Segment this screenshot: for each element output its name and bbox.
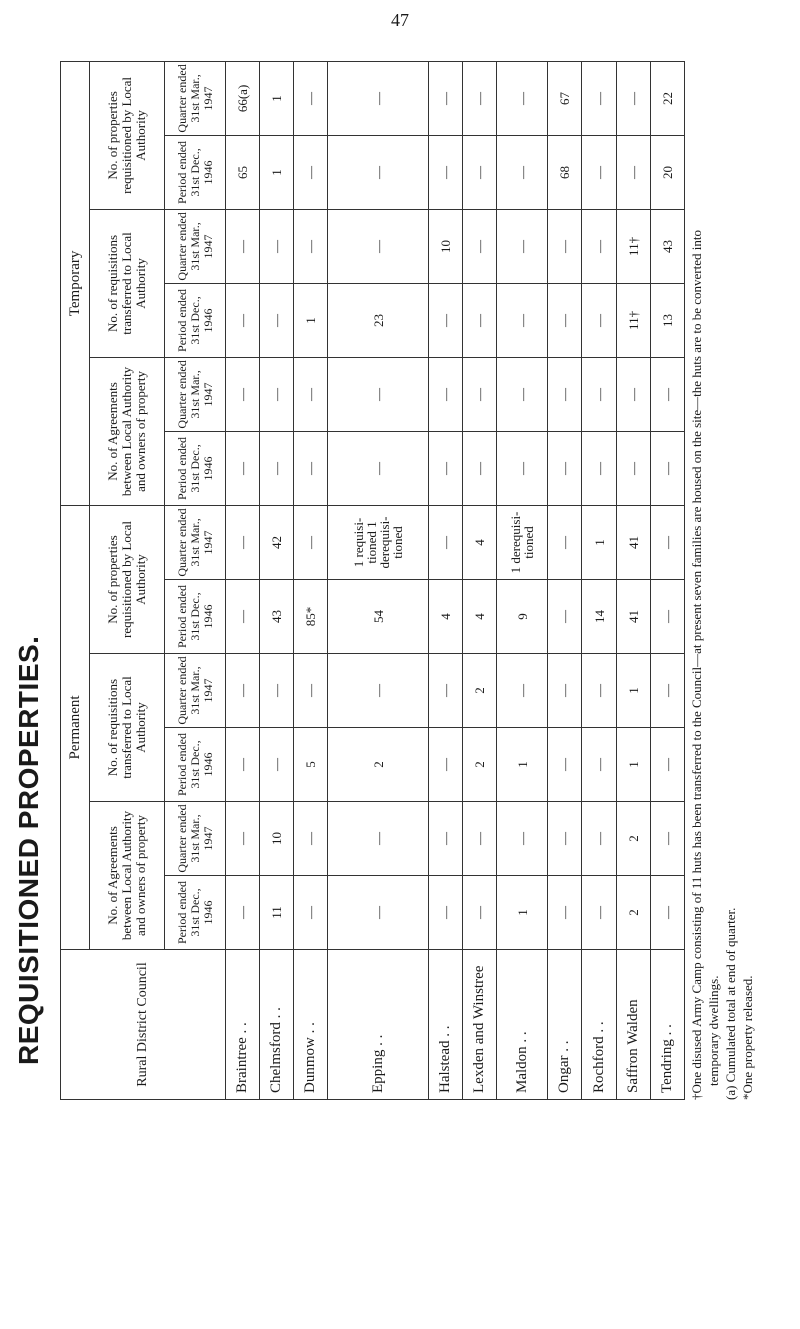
table-cell: — [428,357,462,431]
header-period-1946: Period ended 31st Dec., 1946 [165,876,226,950]
table-cell: — [548,283,582,357]
table-cell: — [260,209,294,283]
footnote-dagger-continued: temporary dwellings. [706,975,721,1086]
table-cell: — [463,876,497,950]
table-cell: — [328,802,429,876]
table-cell: — [650,728,684,802]
table-cell: — [582,209,616,283]
table-cell: — [226,802,260,876]
table-cell: 10 [428,209,462,283]
table-cell: — [548,431,582,505]
table-cell: — [582,61,616,135]
table-row [548,61,582,1099]
table-cell: — [548,505,582,579]
table-cell: — [616,135,650,209]
table-cell: — [428,654,462,728]
table-cell: — [582,431,616,505]
table-cell: — [650,654,684,728]
table-cell: — [463,431,497,505]
footnote-dagger: †One disused Army Camp consisting of 11 huts has been transferred to the Council—at present seven families are housed on the site—the huts are to be converted into [689,230,704,1100]
council-name: Ongar . . [548,950,582,1100]
table-cell: — [650,876,684,950]
header-temporary-transferred: No. of requisitions transferred to Local Authority [90,209,165,357]
table-cell: 67 [548,61,582,135]
table-cell: — [548,728,582,802]
table-cell: 65 [226,135,260,209]
table-cell: — [260,357,294,431]
table-cell: — [294,61,328,135]
table-cell: — [294,357,328,431]
table-cell: 9 [497,580,548,654]
header-period-1946: Period ended 31st Dec., 1946 [165,283,226,357]
table-cell: — [226,876,260,950]
table-cell: 4 [463,580,497,654]
table-cell: — [463,357,497,431]
table-cell: — [328,61,429,135]
header-quarter-1947: Quarter ended 31st Mar., 1947 [165,802,226,876]
table-cell: — [582,654,616,728]
footnote-star: *One property released. [740,975,755,1100]
council-name: Maldon . . [497,950,548,1100]
table-cell: — [260,283,294,357]
table-row [582,61,616,1099]
table-cell: 1 [497,876,548,950]
table-cell: — [260,654,294,728]
table-cell: 1 [497,728,548,802]
table-cell: — [428,505,462,579]
page-title: REQUISITIONED PROPERTIES. [13,635,44,1065]
table-cell: 20 [650,135,684,209]
table-cell: — [582,357,616,431]
footnotes [688,40,788,1100]
table-cell: — [260,431,294,505]
table-cell: — [328,209,429,283]
table-row [226,61,260,1099]
table-cell: — [582,802,616,876]
header-quarter-1947: Quarter ended 31st Mar., 1947 [165,505,226,579]
table-cell: 2 [328,728,429,802]
footnote-a: (a) Cumulated total at end of quarter. [723,907,738,1100]
table-cell: 41 [616,505,650,579]
header-quarter-1947: Quarter ended 31st Mar., 1947 [165,357,226,431]
table-cell: — [294,209,328,283]
table-cell: — [226,357,260,431]
table-cell: — [497,802,548,876]
header-permanent-agreements: No. of Agreements between Local Authority and owners of property [90,802,165,950]
header-permanent-requisitioned: No. of properties requisitioned by Local Authority [90,505,165,653]
table-cell: — [616,61,650,135]
table-cell: — [428,431,462,505]
header-rural-district-council: Rural District Council [61,950,226,1100]
table-cell: — [328,876,429,950]
table-cell: 68 [548,135,582,209]
table-cell: 1 requisi- tioned 1 derequisi- tioned [328,505,429,579]
table-cell: — [548,580,582,654]
council-name: Epping . . [328,950,429,1100]
table-cell: — [463,61,497,135]
table-cell: — [294,876,328,950]
table-cell: 5 [294,728,328,802]
table-cell: 1 [616,654,650,728]
header-quarter-1947: Quarter ended 31st Mar., 1947 [165,654,226,728]
table-cell: — [463,135,497,209]
table-cell: — [226,728,260,802]
table-cell: 2 [616,802,650,876]
table-cell: 11 [260,876,294,950]
table-cell: — [497,357,548,431]
table-cell: — [294,431,328,505]
table-cell: — [616,357,650,431]
table-cell: — [428,135,462,209]
table-row [497,61,548,1099]
table-cell: 41 [616,580,650,654]
table-cell: 85* [294,580,328,654]
table-cell: — [463,209,497,283]
table-row [294,61,328,1099]
table-cell: — [226,431,260,505]
table-cell: — [463,283,497,357]
table-cell: 11† [616,209,650,283]
council-name: Halstead . . [428,950,462,1100]
table-row [616,61,650,1099]
table-cell: 11† [616,283,650,357]
table-cell: — [294,505,328,579]
table-cell: — [548,654,582,728]
table-cell: 54 [328,580,429,654]
table-cell: 23 [328,283,429,357]
table-cell: — [428,728,462,802]
requisitioned-properties-table-wrapper [60,62,685,1100]
header-period-1946: Period ended 31st Dec., 1946 [165,135,226,209]
header-temporary-agreements: No. of Agreements between Local Authority and owners of property [90,357,165,505]
table-row [463,61,497,1099]
table-cell: 42 [260,505,294,579]
table-cell: — [428,283,462,357]
table-cell: — [650,505,684,579]
table-cell: — [328,431,429,505]
table-cell: 13 [650,283,684,357]
table-cell: 4 [463,505,497,579]
table-cell: — [650,580,684,654]
table-cell: — [582,135,616,209]
table-cell: 43 [260,580,294,654]
header-period-1946: Period ended 31st Dec., 1946 [165,580,226,654]
table-row [328,61,429,1099]
table-cell: 2 [463,654,497,728]
table-cell: 14 [582,580,616,654]
council-name: Chelmsford . . [260,950,294,1100]
council-name: Lexden and Winstree [463,950,497,1100]
table-cell: — [650,357,684,431]
table-cell: — [650,802,684,876]
table-cell: 1 [582,505,616,579]
council-name: Tendring . . [650,950,684,1100]
table-cell: — [294,135,328,209]
table-cell: 1 [260,135,294,209]
council-name: Rochford . . [582,950,616,1100]
page-number: 47 [391,10,409,30]
table-cell: — [328,135,429,209]
table-cell: 2 [463,728,497,802]
table-cell: — [582,876,616,950]
table-cell: 1 [294,283,328,357]
table-cell: — [582,283,616,357]
table-cell: 1 derequisi- tioned [497,505,548,579]
table-cell: — [497,209,548,283]
table-cell: — [497,654,548,728]
header-temporary: Temporary [61,61,90,505]
table-cell: 10 [260,802,294,876]
table-cell: — [548,357,582,431]
table-cell: — [548,209,582,283]
header-period-1946: Period ended 31st Dec., 1946 [165,728,226,802]
table-cell: — [548,876,582,950]
council-name: Dunmow . . [294,950,328,1100]
header-permanent: Permanent [61,505,90,949]
table-cell: 4 [428,580,462,654]
table-cell: — [226,209,260,283]
header-period-1946: Period ended 31st Dec., 1946 [165,431,226,505]
table-cell: 2 [616,876,650,950]
table-cell: — [294,654,328,728]
table-row [428,61,462,1099]
table-cell: — [226,580,260,654]
table-cell: — [497,61,548,135]
council-name: Braintree . . [226,950,260,1100]
table-cell: — [428,802,462,876]
table-cell: — [226,654,260,728]
header-permanent-transferred: No. of requisitions transferred to Local Authority [90,654,165,802]
table-cell: — [428,876,462,950]
council-name: Saffron Walden [616,950,650,1100]
table-cell: — [226,505,260,579]
table-cell: — [650,431,684,505]
table-cell: 22 [650,61,684,135]
table-cell: — [548,802,582,876]
table-cell: — [226,283,260,357]
table-row [650,61,684,1099]
requisitioned-properties-table [60,61,685,1100]
table-cell: — [428,61,462,135]
header-quarter-1947: Quarter ended 31st Mar., 1947 [165,61,226,135]
table-row [260,61,294,1099]
table-cell: 1 [616,728,650,802]
table-cell: 43 [650,209,684,283]
table-cell: — [328,654,429,728]
table-cell: — [497,431,548,505]
table-cell: — [616,431,650,505]
table-cell: — [260,728,294,802]
table-cell: — [497,283,548,357]
header-quarter-1947: Quarter ended 31st Mar., 1947 [165,209,226,283]
table-cell: — [463,802,497,876]
table-cell: — [294,802,328,876]
table-cell: — [497,135,548,209]
header-temporary-requisitioned: No. of properties requisitioned by Local Authority [90,61,165,209]
table-cell: 1 [260,61,294,135]
table-cell: — [328,357,429,431]
table-cell: 66(a) [226,61,260,135]
table-cell: — [582,728,616,802]
